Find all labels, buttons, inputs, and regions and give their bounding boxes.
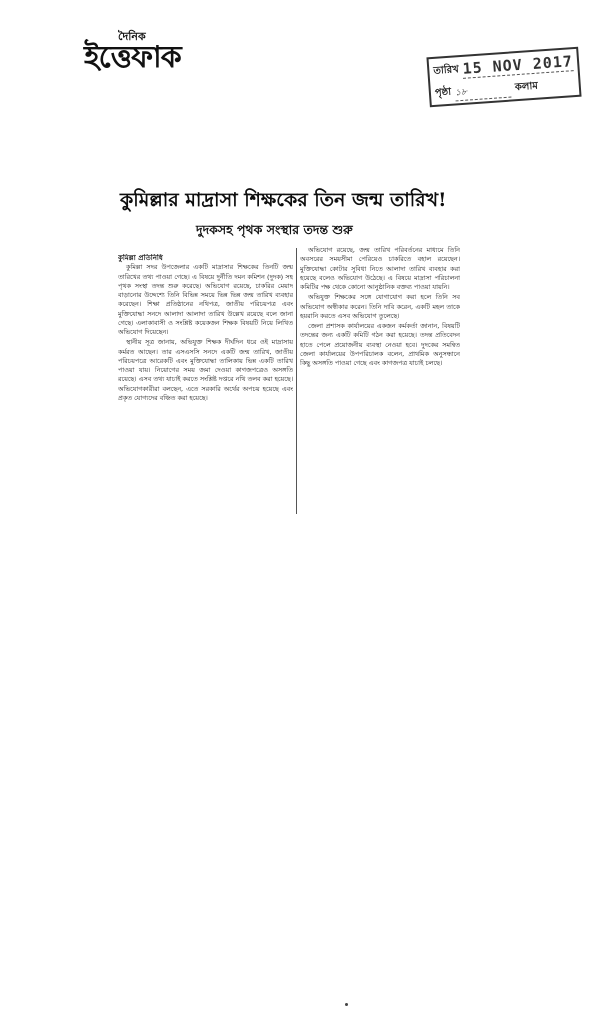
article-paragraph: জেলা প্রশাসক কার্যালয়ের একজন কর্মকর্তা জানান, বিষয়টি তদন্তের জন্য একটি কমিটি গঠন করা হয়েছে। তদন্ত প্রতিবেদন হাতে পেলে প্রয়োজনীয় ব্যবস্থা নেওয়া হবে। দুদকের সমন্বিত জেলা কার্যালয়ের উপপরিচালক বলেন, প্রাথমিক অনুসন্ধানে কিছু অসঙ্গতি পাওয়া গেছে এবং কাগজপত্র যাচাই চলছে। bbox=[300, 322, 460, 367]
article-column-left bbox=[118, 254, 293, 516]
article-paragraph: অভিযুক্ত শিক্ষকের সঙ্গে যোগাযোগ করা হলে তিনি সব অভিযোগ অস্বীকার করেন। তিনি দাবি করেন, একটি মহল তাকে হয়রানি করতে এসব অভিযোগ তুলেছে। bbox=[300, 293, 460, 320]
stamp-date-row bbox=[433, 51, 574, 81]
article-column-right bbox=[300, 246, 460, 516]
stamp-date-label: তারিখ bbox=[433, 64, 460, 77]
article-dateline: কুমিল্লা প্রতিনিধি bbox=[118, 254, 163, 262]
column-divider bbox=[296, 248, 297, 514]
article-paragraph: কুমিল্লা সদর উপজেলার একটি মাদ্রাসার শিক্ষকের তিনটি জন্ম তারিখের তথ্য পাওয়া গেছে। এ বিষয়ে দুর্নীতি দমন কমিশন (দুদক) সহ পৃথক সংস্থা তদন্ত শুরু করেছে। অভিযোগ রয়েছে, চাকরির মেয়াদ বাড়ানোর উদ্দেশ্যে তিনি বিভিন্ন সময়ে ভিন্ন ভিন্ন জন্ম তারিখ ব্যবহার করেছেন। শিক্ষা প্রতিষ্ঠানের নথিপত্র, জাতীয় পরিচয়পত্র এবং মুক্তিযোদ্ধা সনদে আলাদা আলাদা তারিখ উল্লেখ রয়েছে বলে জানা গেছে। এলাকাবাসী ও সংশ্লিষ্ট কয়েকজন শিক্ষক বিষয়টি নিয়ে লিখিত অভিযোগ দিয়েছেন। bbox=[118, 263, 293, 336]
stamp-page-value: ১৮ bbox=[455, 82, 512, 102]
stamp-date-value: 15 NOV 2017 bbox=[462, 52, 574, 78]
newspaper-masthead bbox=[84, 28, 214, 88]
article-subhead: দুদকসহ পৃথক সংস্থার তদন্ত শুরু bbox=[196, 222, 353, 237]
stamp-page-label: পৃষ্ঠা bbox=[434, 86, 452, 99]
article-paragraph: স্থানীয় সূত্র জানায়, অভিযুক্ত শিক্ষক দীর্ঘদিন ধরে ওই মাদ্রাসায় কর্মরত আছেন। তার এসএসসি সনদে একটি জন্ম তারিখ, জাতীয় পরিচয়পত্রে আরেকটি এবং মুক্তিযোদ্ধা তালিকায় ভিন্ন একটি তারিখ পাওয়া যায়। নিয়োগের সময় জমা দেওয়া কাগজপত্রেও অসঙ্গতি রয়েছে। এসব তথ্য যাচাই করতে সংশ্লিষ্ট দপ্তরে নথি তলব করা হয়েছে। অভিযোগকারীরা বলছেন, এতে সরকারি অর্থের অপচয় হয়েছে এবং প্রকৃত যোগ্যদের বঞ্চিত করা হয়েছে। bbox=[118, 338, 293, 402]
article-paragraph: অভিযোগ রয়েছে, জন্ম তারিখ পরিবর্তনের মাধ্যমে তিনি অবসরের সময়সীমা পেরিয়েও চাকরিতে বহাল রয়েছেন। মুক্তিযোদ্ধা কোটার সুবিধা নিতে আলাদা তারিখ ব্যবহার করা হয়েছে বলেও অভিযোগ উঠেছে। এ বিষয়ে মাদ্রাসা পরিচালনা কমিটির পক্ষ থেকে কোনো আনুষ্ঠানিক বক্তব্য পাওয়া যায়নি। bbox=[300, 246, 460, 291]
stamp-column-label: কলাম bbox=[514, 80, 539, 94]
scan-speck bbox=[345, 1003, 348, 1006]
article-headline: কুমিল্লার মাদ্রাসা শিক্ষকের তিন জন্ম তারিখ! bbox=[120, 189, 447, 211]
date-stamp bbox=[426, 47, 581, 107]
masthead-daily-label: দৈনিক bbox=[118, 30, 146, 43]
masthead-title: ইত্তেফাক bbox=[84, 40, 181, 75]
